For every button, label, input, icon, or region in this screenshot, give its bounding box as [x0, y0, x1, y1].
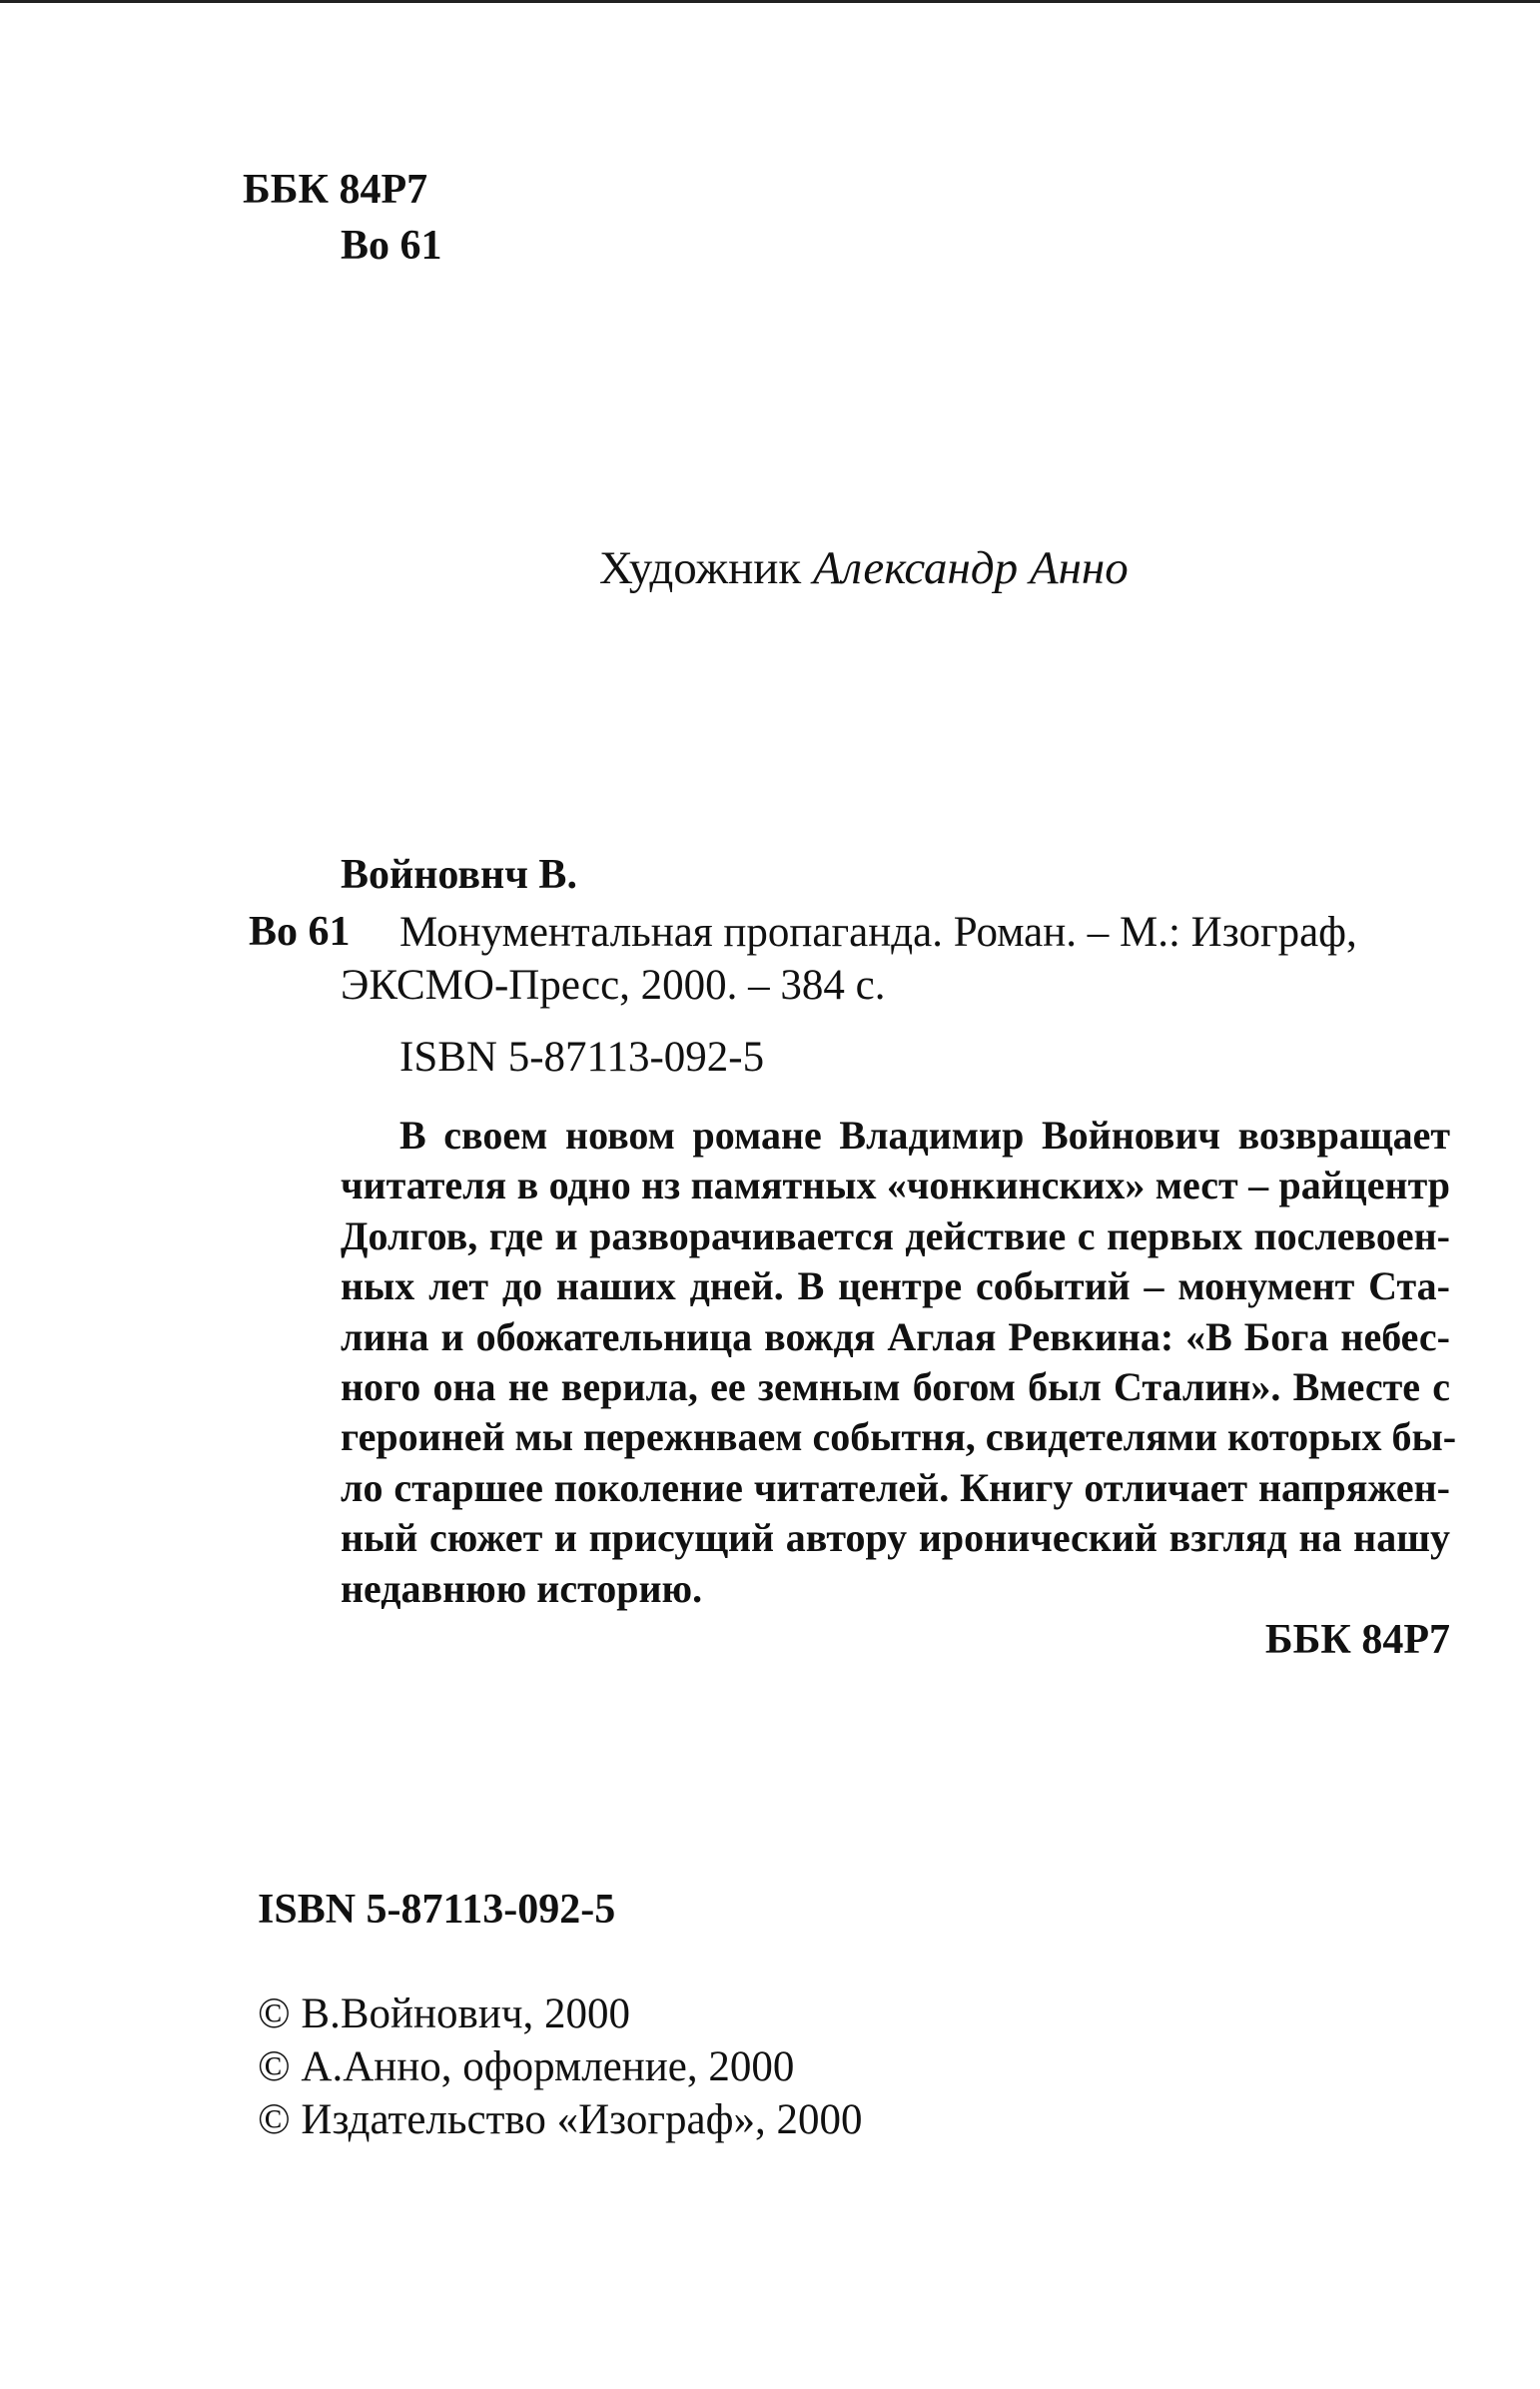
annotation-line: недавнюю историю.: [341, 1565, 703, 1611]
annotation-line: героиней мы пережнваем событня, свидетелями которых бы-: [341, 1414, 1457, 1460]
bibliography-isbn: ISBN 5-87113-092-5: [399, 1034, 765, 1081]
bibliography-author: Войновнч В.: [341, 852, 577, 898]
top-border-line: [0, 0, 1540, 3]
annotation-line: ных лет до наших дней. В центре событий – монумент Ста-: [341, 1263, 1450, 1309]
bibliography-mark: Во 61: [249, 909, 351, 955]
annotation-line: ный сюжет и присущий автору иронический взгляд на нашу: [341, 1515, 1450, 1561]
bibliography-title-line: Монументальная пропаганда. Роман. – М.: Изограф,: [399, 909, 1357, 956]
copyright-item: © В.Войнович, 2000: [258, 1991, 630, 2037]
artist-label: Художник: [599, 542, 802, 594]
annotation-line: лина и обожательница вождя Аглая Ревкина: «В Бога небес-: [341, 1313, 1450, 1359]
annotation-line: читателя в одно нз памятных «чонкинских» мест – райцентр: [341, 1163, 1450, 1208]
isbn-footer: ISBN 5-87113-092-5: [258, 1887, 616, 1933]
annotation-line: В своем новом романе Владимир Войнович возвращает: [399, 1113, 1450, 1158]
copyright-item: © А.Анно, оформление, 2000: [258, 2043, 795, 2090]
copyright-item: © Издательство «Изограф», 2000: [258, 2096, 863, 2143]
bbk-code: ББК 84Р7: [243, 167, 428, 213]
artist-name: Александр Анно: [812, 542, 1129, 594]
bibliography-publisher-line: ЭКСМО-Пресс, 2000. – 384 с.: [341, 962, 886, 1009]
annotation-line: ного она не верила, ее земным богом был Сталин». Вместе с: [341, 1363, 1450, 1409]
artist-credit: [599, 541, 1129, 595]
annotation-line: ло старшее поколение читателей. Книгу отличает напряжен-: [341, 1464, 1450, 1510]
author-mark: Во 61: [341, 223, 442, 269]
annotation-line: Долгов, где и разворачивается действие с первых послевоен-: [341, 1212, 1450, 1258]
bbk-footer-code: ББК 84Р7: [1264, 1617, 1450, 1663]
copyright-list: [258, 1988, 863, 2146]
annotation-paragraph: [341, 1111, 1457, 1614]
